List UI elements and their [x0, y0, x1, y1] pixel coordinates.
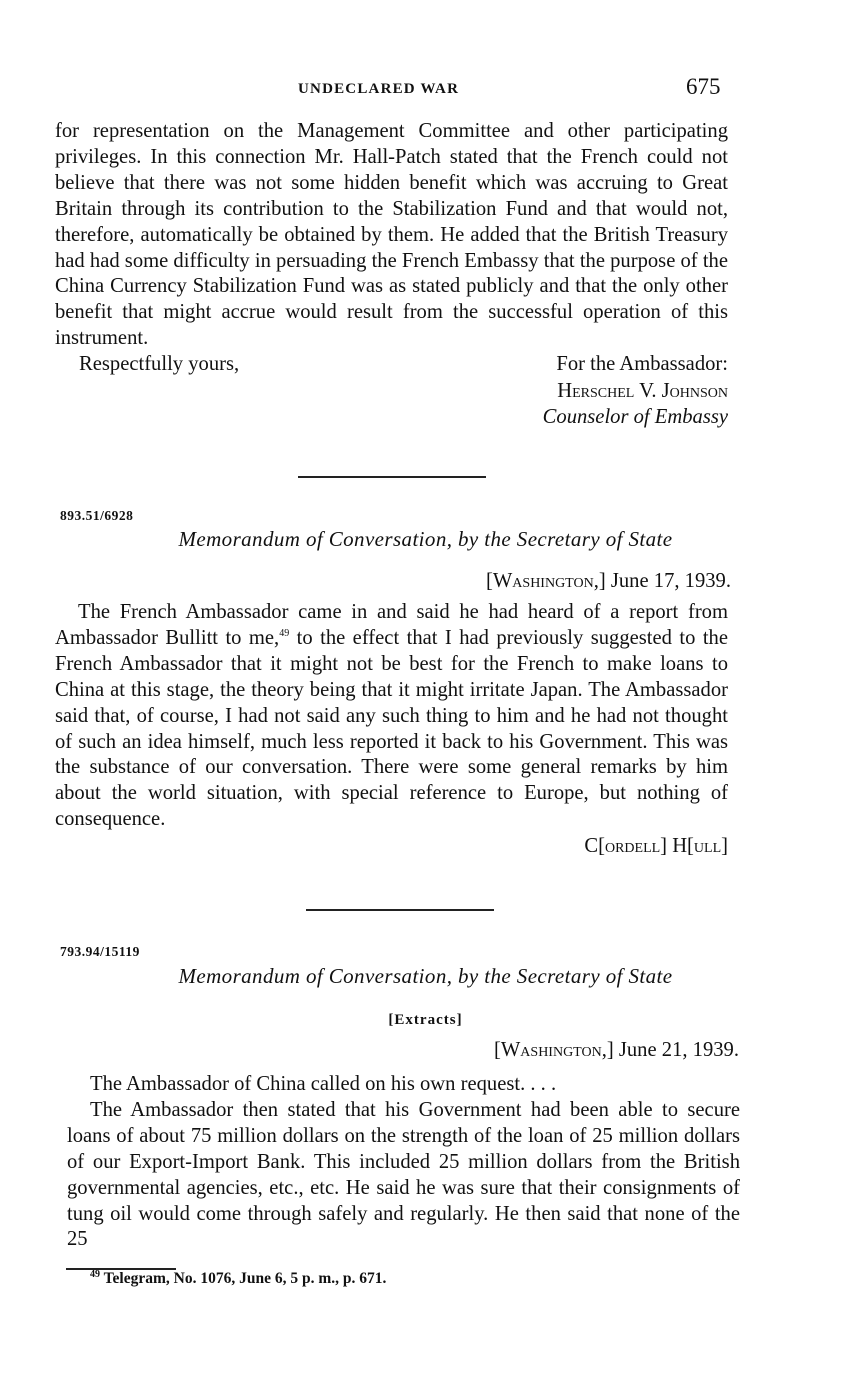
doc2-number: 893.51/6928 [60, 508, 134, 523]
doc1-body [55, 119, 728, 430]
doc1-closing-row [55, 352, 728, 378]
page-number: 675 [686, 74, 721, 99]
doc2-paragraph-rest: to the effect that I had previously suggested to the French Ambassador that it might not be best for the French to make loans to China at this stage, the theory being that it might irritate Japan. The Ambassador said that, of course, I had not said any such thing to him and he had not thought of such an idea himself, much less reported it back to his Government. This was the substance of our conversation. There were some general remarks by him about the world situation, with special reference to Europe, but nothing of consequence. [55, 626, 728, 831]
footnote-marker: 49 [90, 1268, 100, 1280]
doc2-signature: C[ordell] H[ull] [584, 835, 728, 858]
signer-name: Herschel V. Johnson [557, 380, 728, 403]
doc2-dateline [486, 570, 731, 593]
signer-title: Counselor of Embassy [542, 406, 728, 429]
running-title: UNDECLARED WAR [298, 81, 460, 97]
footnote-text: Telegram, No. 1076, June 6, 5 p. m., p. 671. [103, 1270, 387, 1287]
doc2-body [55, 600, 728, 859]
doc2-title: Memorandum of Conversation, by the Secretary of State [178, 527, 673, 551]
doc3-date: June 21, 1939. [618, 1039, 739, 1061]
doc2-paragraph-start: The French Ambassador came in and said he had heard of a report from Ambassador Bullitt to me, [55, 601, 728, 649]
doc3-paragraph-1: The Ambassador of China called on his own request. . . . [90, 1073, 557, 1095]
doc3-title: Memorandum of Conversation, by the Secretary of State [178, 964, 673, 988]
doc3-paragraph-2: The Ambassador then stated that his Government had been able to secure loans of about 75 million dollars on the strength of the loan of 25 million dollars of our Export-Import Bank. This included 25 million dollars from the British governmental agencies, etc., etc. He said he was sure that their consignments of tung oil would come through safely and regularly. He then said that none of the 25 [67, 1098, 740, 1251]
section-divider [298, 476, 486, 478]
doc1-paragraph: for representation on the Management Committee and other participating privileges. In this connection Mr. Hall-Patch stated that the French could not believe that there was not some hidden benefit which was accruing to Great Britain through its contribution to the Stabilization Fund and that would not, therefore, automatically be obtained by them. He added that the British Treasury had had some difficulty in persuading the French Embassy that the purpose of the China Currency Stabilization Fund was as stated publicly and that the only other benefit that might accrue would result from the successful operation of this instrument. [55, 120, 728, 350]
doc2-date: June 17, 1939. [610, 570, 731, 592]
doc3-dateline [494, 1039, 739, 1062]
footnote [90, 1270, 386, 1288]
doc2-place: [Washington,] [486, 570, 606, 592]
doc3-body [67, 1072, 740, 1253]
section-divider [306, 909, 494, 911]
doc2-paragraph [55, 600, 728, 833]
doc3-number: 793.94/15119 [60, 944, 140, 959]
closing: Respectfully yours, [79, 353, 240, 376]
extracts-label: [Extracts] [388, 1012, 463, 1028]
for-ambassador: For the Ambassador: [556, 353, 728, 376]
footnote-ref: 49 [279, 628, 290, 640]
doc3-place: [Washington,] [494, 1039, 614, 1061]
